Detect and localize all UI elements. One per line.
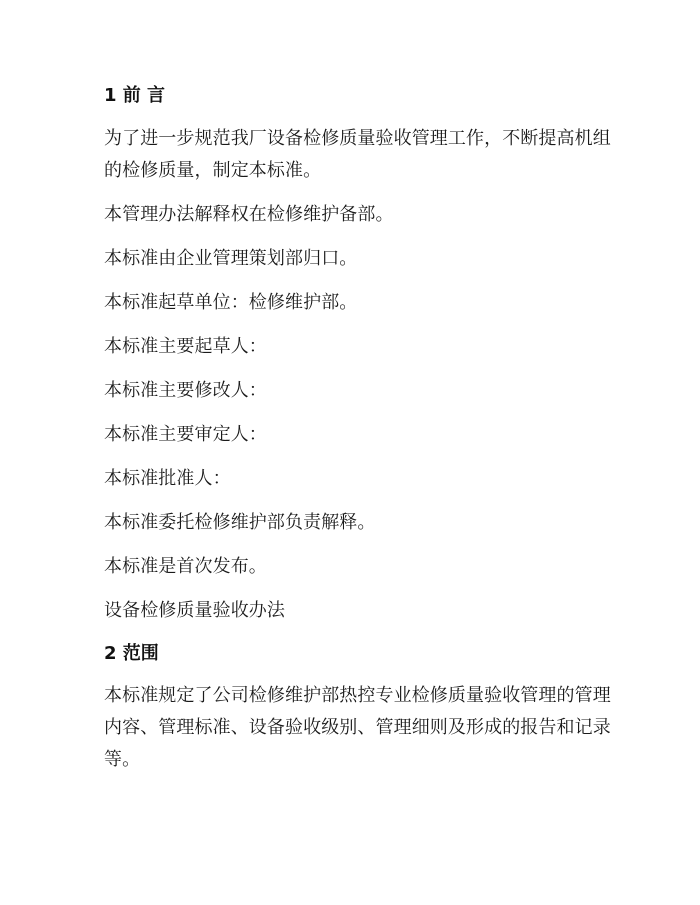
section-heading-preface: 1 前 言	[104, 85, 166, 106]
scope-line: 等。	[104, 749, 141, 770]
scope-line: 内容、管理标准、设备验收级别、管理细则及形成的报告和记录	[104, 717, 611, 738]
preface-item-paragraph: 本标准主要起草人：	[104, 336, 267, 357]
preface-intro-line: 的检修质量，制定本标准。	[104, 160, 322, 181]
scope-paragraph	[104, 680, 611, 776]
preface-item-paragraph: 本标准主要修改人：	[104, 380, 267, 401]
section-heading-scope: 2 范围	[104, 643, 159, 664]
document-page	[104, 0, 611, 905]
preface-item-paragraph: 设备检修质量验收办法	[104, 600, 285, 621]
scope-line: 本标准规定了公司检修维护部热控专业检修质量验收管理的管理	[104, 685, 611, 706]
preface-item-paragraph: 本标准委托检修维护部负责解释。	[104, 512, 376, 533]
preface-intro-line: 为了进一步规范我厂设备检修质量验收管理工作，不断提高机组	[104, 128, 611, 149]
preface-intro-paragraph	[104, 123, 611, 187]
preface-item-paragraph: 本标准主要审定人：	[104, 424, 267, 445]
preface-item-paragraph: 本管理办法解释权在检修维护备部。	[104, 204, 394, 225]
preface-item-paragraph: 本标准起草单位：检修维护部。	[104, 292, 358, 313]
preface-item-paragraph: 本标准是首次发布。	[104, 556, 267, 577]
preface-item-paragraph: 本标准由企业管理策划部归口。	[104, 248, 358, 269]
preface-item-paragraph: 本标准批准人：	[104, 468, 231, 489]
